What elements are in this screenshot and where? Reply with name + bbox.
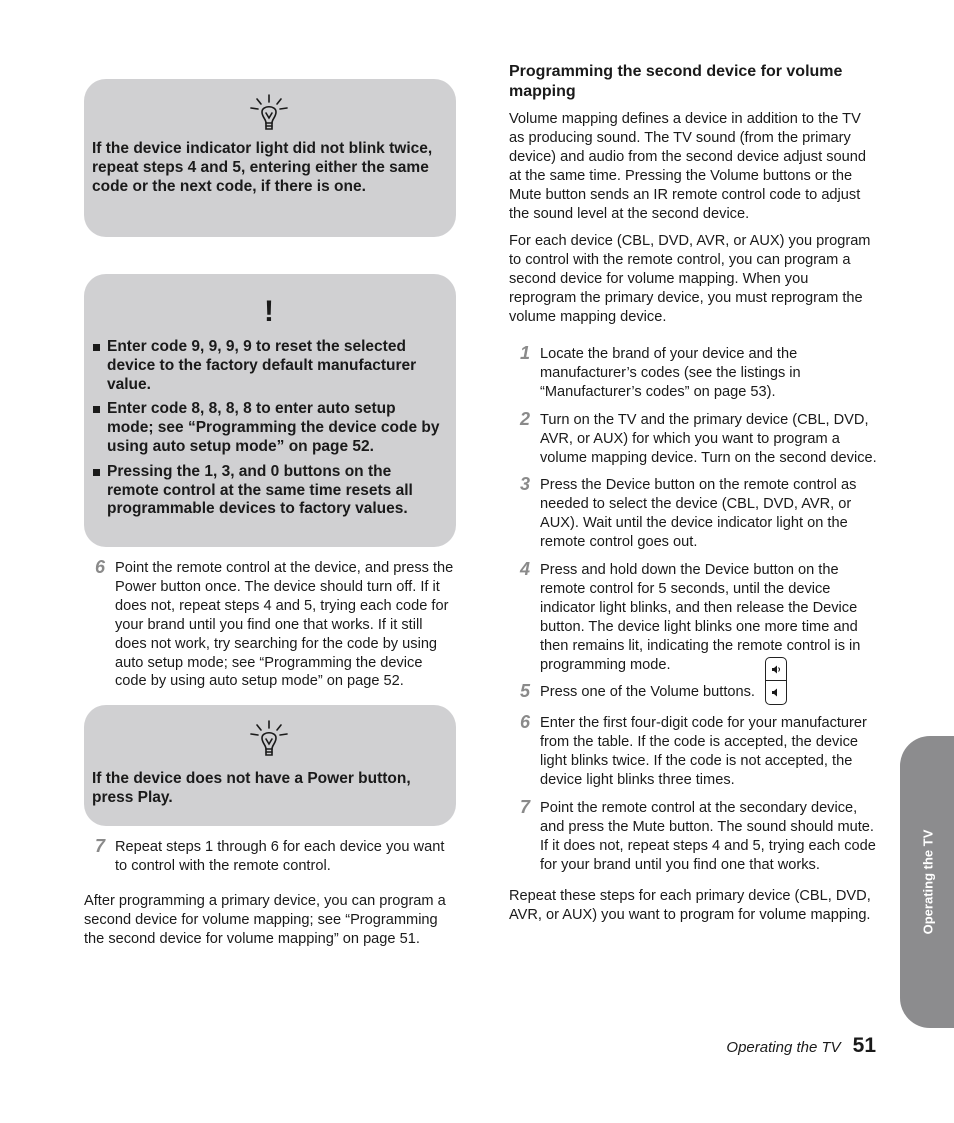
step-number: 7 [520,797,531,817]
step-text: Turn on the TV and the primary device (CBL, DVD, AVR, or AUX) for which you want to program a volume mapping device. Turn on the second device. [540,411,877,466]
side-tab-label: Operating the TV [920,829,936,935]
intro-paragraph: Volume mapping defines a device in addition to the TV as producing sound. The TV sound (from the primary device) and audio from the second device adjust sound at the same time. Pressing the Volume buttons or the Mute button sends an IR remote control code to adjust the sound level at the second device. [509,111,866,222]
step-number: 6 [95,557,106,577]
tip-text: If the device indicator light did not blink twice, repeat steps 4 and 5, entering either the same code or the next code, if there is one. [92,140,433,195]
tip-text: If the device does not have a Power button, press Play. [92,770,411,807]
step-text: Point the remote control at the device, and press the Power button once. The device should turn off. If it does not, repeat steps 4 and 5, trying each code for your brand until you find one that works. If it still does not work, try searching for the code by using auto setup mode; see “Programming the device code by using auto setup mode” on page 52. [115,560,454,690]
tip-callout [84,79,456,237]
section-heading: Programming the second device for volume mapping [509,63,843,100]
step-item [509,408,879,468]
volume-buttons-icon [765,657,787,705]
step-text: Point the remote control at the secondary device, and press the Mute button. The sound should mute. If it does not, repeat steps 4 and 5, trying each code for your brand until you find one that works. [540,800,876,873]
step-number: 1 [520,342,531,363]
step-number: 3 [520,474,531,495]
step-text: Locate the brand of your device and the manufacturer’s codes (see the listings in “Manufacturer’s codes” on page 53). [540,345,801,400]
warning-item: Enter code 8, 8, 8, 8 to enter auto setup mode; see “Programming the device code by using auto setup mode” on page 52. [92,400,446,456]
intro-paragraph: For each device (CBL, DVD, AVR, or AUX) you program to control with the remote control, you can program a second device for volume mapping. When you reprogram the primary device, you must reprogram the volume mapping device. [509,233,871,326]
divider [766,680,786,681]
bullet-icon [93,344,100,351]
step-number: 2 [520,408,531,429]
step-text: Press one of the Volume buttons. [540,684,755,701]
lightbulb-icon [249,705,289,761]
volume-down-icon [772,688,781,697]
step-item [509,561,879,674]
warning-callout [84,274,456,547]
volume-up-icon [772,665,781,674]
step-number: 5 [520,681,531,702]
page-footer [726,1034,876,1058]
left-column [84,79,456,958]
warning-item: Enter code 9, 9, 9, 9 to reset the selected device to the factory default manufacturer value. [92,338,446,394]
closing-paragraph: After programming a primary device, you can program a second device for volume mapping; see “Programming the second device for volume mapping” on page 51. [84,893,446,947]
exclamation-icon: ! [264,295,274,328]
step-item [84,559,456,691]
step-item [509,683,879,702]
step-number: 7 [95,836,106,857]
warning-item: Pressing the 1, 3, and 0 buttons on the remote control at the same time resets all programmable devices to factory values. [92,463,446,519]
step-text: Press and hold down the Device button on the remote control for 5 seconds, until the device indicator light blinks, and then release the Device button. The device light blinks one more time and then remains lit, indicating the remote control is in programming mode. [540,562,861,673]
bullet-icon [93,406,100,413]
closing-paragraph: Repeat these steps for each primary device (CBL, DVD, AVR, or AUX) you want to program for volume mapping. [509,887,871,923]
step-item [509,799,879,875]
right-column [509,62,879,933]
page-number: 51 [852,1034,876,1057]
warning-list [92,338,446,519]
footer-section: Operating the TV [726,1039,841,1056]
step-number: 4 [520,559,531,580]
step-item [84,838,456,876]
step-text: Enter the first four-digit code for your manufacturer from the table. If the code is accepted, the device light blinks twice. If the code is not accepted, the device light blinks three times. [540,715,867,789]
step-item [509,476,879,552]
step-item [509,342,879,402]
step-item [509,714,879,790]
bullet-icon [93,469,100,476]
lightbulb-icon [249,79,289,135]
step-number: 6 [520,712,531,733]
step-text: Press the Device button on the remote control as needed to select the device (CBL, DVD, AVR, or AUX). Wait until the device indicator light on the remote control goes out. [540,477,857,551]
tip-callout [84,705,456,826]
step-text: Repeat steps 1 through 6 for each device you want to control with the remote control. [115,839,445,875]
